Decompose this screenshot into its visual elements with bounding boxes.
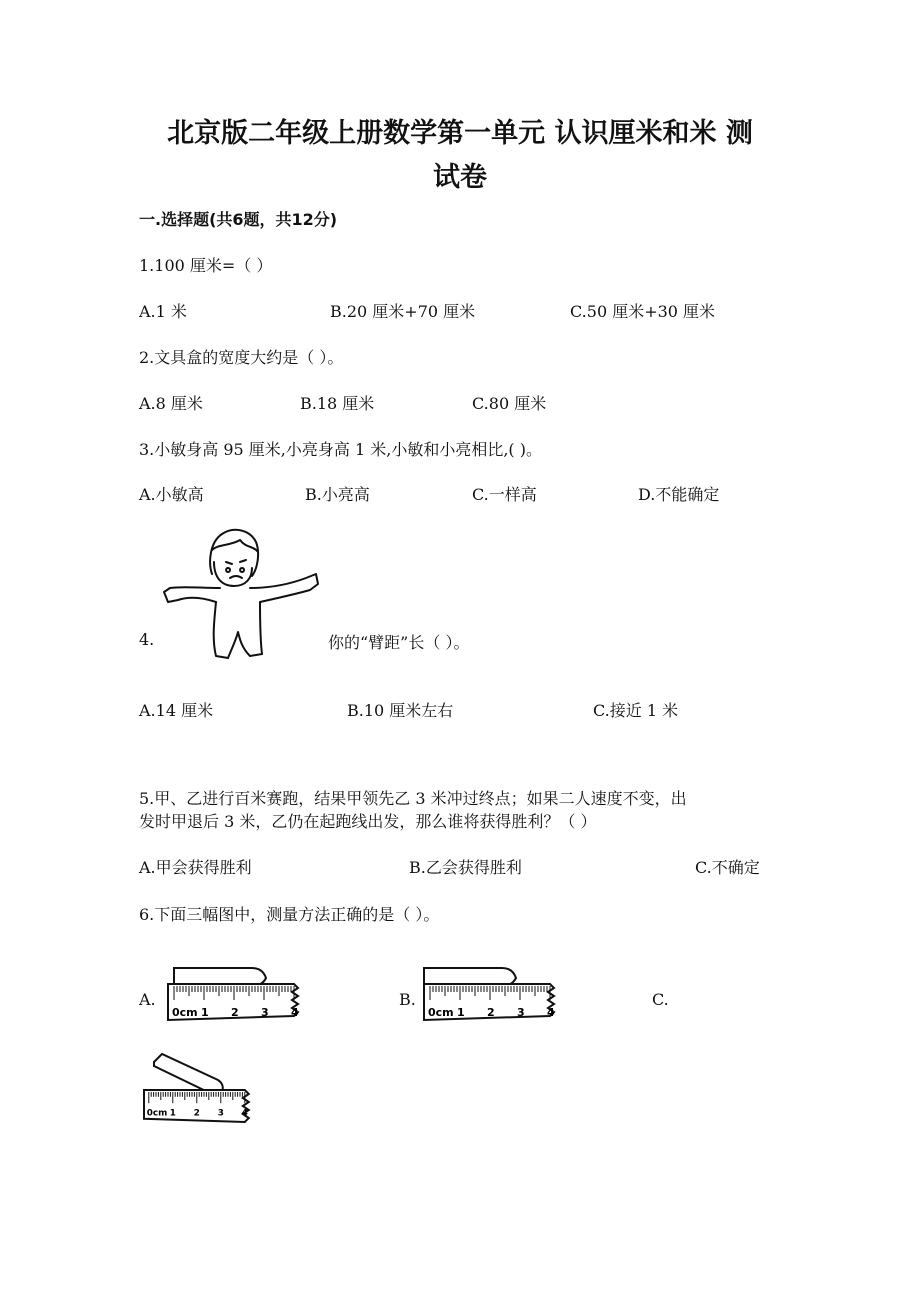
question-3-option-a: A.小敏高 — [139, 485, 204, 504]
question-5-option-b: B.乙会获得胜利 — [409, 858, 522, 877]
question-5-option-c: C.不确定 — [695, 858, 760, 877]
ruler-figure-b — [418, 960, 578, 1026]
ruler-label: 3 — [261, 1006, 269, 1019]
question-5-stem-line-2: 发时甲退后 3 米，乙仍在起跑线出发，那么谁将获得胜利？（ ） — [139, 812, 597, 831]
question-1-option-a: A.1 米 — [139, 302, 187, 321]
ruler-label: 4 — [291, 1006, 299, 1019]
ruler-label: 0cm — [172, 1006, 198, 1019]
question-2-option-a: A.8 厘米 — [139, 394, 203, 413]
ruler-label: 3 — [517, 1006, 525, 1019]
ruler-label: 4 — [241, 1108, 248, 1119]
question-2-stem: 2.文具盒的宽度大约是（ ）。 — [139, 348, 344, 367]
question-2-option-c: C.80 厘米 — [472, 394, 547, 413]
question-5-option-a: A.甲会获得胜利 — [139, 858, 252, 877]
ruler-label: 1 — [201, 1006, 209, 1019]
question-2-option-b: B.18 厘米 — [300, 394, 375, 413]
ruler-label: 0cm — [146, 1108, 168, 1119]
question-1-option-c: C.50 厘米+30 厘米 — [570, 302, 716, 321]
question-3-stem: 3.小敏身高 95 厘米,小亮身高 1 米,小敏和小亮相比,( )。 — [139, 440, 542, 459]
question-1-option-b: B.20 厘米+70 厘米 — [330, 302, 476, 321]
title-line-1: 北京版二年级上册数学第一单元 认识厘米和米 测 — [167, 118, 753, 149]
ruler-label: 0cm — [428, 1006, 454, 1019]
question-6-option-b: B. — [399, 990, 416, 1009]
question-4-number: 4. — [139, 630, 155, 649]
page-title — [120, 112, 800, 200]
ruler-figure-c — [140, 1050, 280, 1134]
question-3-option-b: B.小亮高 — [305, 485, 370, 504]
ruler-label: 2 — [487, 1006, 495, 1019]
question-6-option-a: A. — [139, 990, 156, 1009]
question-4-option-b: B.10 厘米左右 — [347, 701, 454, 720]
question-3-option-c: C.一样高 — [472, 485, 537, 504]
question-4-option-c: C.接近 1 米 — [593, 701, 679, 720]
ruler-label: 3 — [217, 1108, 224, 1119]
question-5-stem-line-1: 5.甲、乙进行百米赛跑，结果甲领先乙 3 米冲过终点；如果二人速度不变，出 — [139, 789, 687, 808]
question-1-stem: 1.100 厘米=（ ） — [139, 256, 273, 275]
ruler-label: 1 — [457, 1006, 465, 1019]
ruler-figure-a — [160, 962, 320, 1028]
section-heading: 一.选择题(共6题，共12分) — [139, 210, 338, 229]
question-6-option-c: C. — [652, 990, 669, 1009]
question-3-option-d: D.不能确定 — [638, 485, 720, 504]
title-line-2: 试卷 — [433, 162, 487, 193]
question-6-stem: 6.下面三幅图中，测量方法正确的是（ ）。 — [139, 905, 440, 924]
ruler-label: 2 — [193, 1108, 200, 1119]
ruler-label: 1 — [169, 1108, 176, 1119]
question-4-stem: 你的“臂距”长（ ）。 — [328, 633, 470, 652]
ruler-label: 2 — [231, 1006, 239, 1019]
arm-span-child-figure — [160, 522, 325, 662]
ruler-label: 4 — [547, 1006, 555, 1019]
question-4-option-a: A.14 厘米 — [139, 701, 214, 720]
